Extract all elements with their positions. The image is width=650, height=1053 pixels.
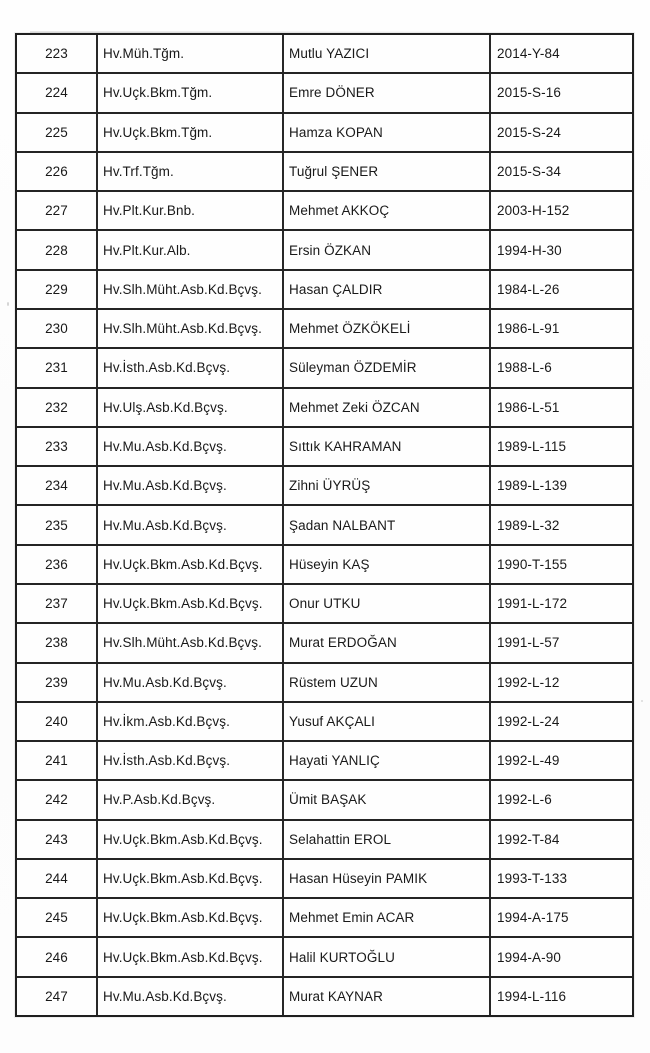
code-cell: 1992-L-24 — [497, 713, 560, 729]
rank-cell: Hv.Mu.Asb.Kd.Bçvş. — [98, 978, 284, 1015]
name-cell: Hüseyin KAŞ — [284, 546, 491, 583]
table-row — [17, 153, 632, 192]
scan-artifact — [7, 302, 9, 306]
rank-cell: Hv.Trf.Tğm. — [98, 153, 284, 190]
name-cell: Mehmet ÖZKÖKELİ — [284, 310, 491, 347]
rank-cell: Hv.İkm.Asb.Kd.Bçvş. — [98, 703, 284, 740]
code-cell: 1984-L-26 — [497, 281, 560, 297]
rank-cell: Hv.Mu.Asb.Kd.Bçvş. — [98, 428, 284, 465]
row-number-cell: 245 — [17, 899, 98, 936]
row-number-cell: 228 — [17, 231, 98, 268]
table-row — [17, 271, 632, 310]
code-cell: 1992-L-12 — [497, 674, 560, 690]
code-cell: 1992-L-6 — [497, 792, 552, 808]
row-number-cell: 232 — [17, 389, 98, 426]
rank-cell: Hv.Uçk.Bkm.Tğm. — [98, 74, 284, 111]
table-row — [17, 428, 632, 467]
table-row — [17, 860, 632, 899]
name-cell: Ersin ÖZKAN — [284, 231, 491, 268]
code-cell: 2015-S-24 — [497, 124, 561, 140]
table-row — [17, 781, 632, 820]
code-cell: 1992-L-49 — [497, 753, 560, 769]
row-number-cell: 224 — [17, 74, 98, 111]
name-cell: Rüstem UZUN — [284, 664, 491, 701]
code-cell: 1994-A-175 — [497, 910, 569, 926]
table-row — [17, 389, 632, 428]
row-number-cell: 247 — [17, 978, 98, 1015]
code-cell: 1992-T-84 — [497, 831, 560, 847]
code-cell: 1991-L-57 — [497, 635, 560, 651]
row-number-cell: 246 — [17, 938, 98, 975]
name-cell: Şadan NALBANT — [284, 506, 491, 543]
table-row — [17, 821, 632, 860]
table-row — [17, 664, 632, 703]
name-cell: Hasan Hüseyin PAMIK — [284, 860, 491, 897]
row-number-cell: 242 — [17, 781, 98, 818]
personnel-table — [15, 33, 634, 1017]
table-row — [17, 114, 632, 153]
name-cell: Sıttık KAHRAMAN — [284, 428, 491, 465]
code-cell: 2015-S-16 — [497, 85, 561, 101]
rank-cell: Hv.Uçk.Bkm.Asb.Kd.Bçvş. — [98, 899, 284, 936]
row-number-cell: 237 — [17, 585, 98, 622]
table-row — [17, 506, 632, 545]
rank-cell: Hv.Ulş.Asb.Kd.Bçvş. — [98, 389, 284, 426]
table-row — [17, 467, 632, 506]
table-row — [17, 938, 632, 977]
code-cell: 1986-L-51 — [497, 399, 560, 415]
rank-cell: Hv.Müh.Tğm. — [98, 35, 284, 72]
code-cell: 1989-L-32 — [497, 517, 560, 533]
rank-cell: Hv.Plt.Kur.Bnb. — [98, 192, 284, 229]
rank-cell: Hv.P.Asb.Kd.Bçvş. — [98, 781, 284, 818]
name-cell: Tuğrul ŞENER — [284, 153, 491, 190]
code-cell: 1990-T-155 — [497, 556, 568, 572]
code-cell: 1988-L-6 — [497, 360, 552, 376]
code-cell: 2014-Y-84 — [497, 46, 560, 62]
name-cell: Ümit BAŞAK — [284, 781, 491, 818]
rank-cell: Hv.Uçk.Bkm.Asb.Kd.Bçvş. — [98, 860, 284, 897]
rank-cell: Hv.Slh.Müht.Asb.Kd.Bçvş. — [98, 271, 284, 308]
rank-cell: Hv.Uçk.Bkm.Asb.Kd.Bçvş. — [98, 938, 284, 975]
name-cell: Murat ERDOĞAN — [284, 624, 491, 661]
row-number-cell: 233 — [17, 428, 98, 465]
table-row — [17, 742, 632, 781]
code-cell: 1991-L-172 — [497, 596, 568, 612]
name-cell: Süleyman ÖZDEMİR — [284, 349, 491, 386]
row-number-cell: 231 — [17, 349, 98, 386]
table-row — [17, 231, 632, 270]
code-cell: 2003-H-152 — [497, 203, 570, 219]
code-cell: 1989-L-139 — [497, 478, 568, 494]
name-cell: Hasan ÇALDIR — [284, 271, 491, 308]
name-cell: Selahattin EROL — [284, 821, 491, 858]
rank-cell: Hv.Mu.Asb.Kd.Bçvş. — [98, 467, 284, 504]
table-row — [17, 703, 632, 742]
name-cell: Onur UTKU — [284, 585, 491, 622]
row-number-cell: 235 — [17, 506, 98, 543]
code-cell: 1993-T-133 — [497, 871, 568, 887]
rank-cell: Hv.Uçk.Bkm.Asb.Kd.Bçvş. — [98, 546, 284, 583]
table-row — [17, 546, 632, 585]
scan-artifact — [641, 700, 643, 702]
code-cell: 1994-L-116 — [497, 988, 567, 1004]
name-cell: Hamza KOPAN — [284, 114, 491, 151]
name-cell: Mehmet Emin ACAR — [284, 899, 491, 936]
row-number-cell: 234 — [17, 467, 98, 504]
rank-cell: Hv.Plt.Kur.Alb. — [98, 231, 284, 268]
name-cell: Murat KAYNAR — [284, 978, 491, 1015]
code-cell: 1994-A-90 — [497, 949, 561, 965]
row-number-cell: 241 — [17, 742, 98, 779]
name-cell: Mehmet Zeki ÖZCAN — [284, 389, 491, 426]
row-number-cell: 230 — [17, 310, 98, 347]
name-cell: Halil KURTOĞLU — [284, 938, 491, 975]
row-number-cell: 239 — [17, 664, 98, 701]
code-cell: 2015-S-34 — [497, 163, 561, 179]
name-cell: Zihni ÜYRÜŞ — [284, 467, 491, 504]
rank-cell: Hv.Mu.Asb.Kd.Bçvş. — [98, 506, 284, 543]
name-cell: Mutlu YAZICI — [284, 35, 491, 72]
table-row — [17, 624, 632, 663]
row-number-cell: 240 — [17, 703, 98, 740]
row-number-cell: 229 — [17, 271, 98, 308]
table-row — [17, 585, 632, 624]
table-row — [17, 74, 632, 113]
code-cell: 1994-H-30 — [497, 242, 562, 258]
row-number-cell: 223 — [17, 35, 98, 72]
row-number-cell: 227 — [17, 192, 98, 229]
table-row — [17, 349, 632, 388]
row-number-cell: 243 — [17, 821, 98, 858]
name-cell: Hayati YANLIÇ — [284, 742, 491, 779]
rank-cell: Hv.İsth.Asb.Kd.Bçvş. — [98, 742, 284, 779]
row-number-cell: 226 — [17, 153, 98, 190]
table-row — [17, 978, 632, 1015]
table-row — [17, 899, 632, 938]
name-cell: Emre DÖNER — [284, 74, 491, 111]
code-cell: 1986-L-91 — [497, 321, 560, 337]
row-number-cell: 236 — [17, 546, 98, 583]
table-row — [17, 310, 632, 349]
name-cell: Yusuf AKÇALI — [284, 703, 491, 740]
rank-cell: Hv.Slh.Müht.Asb.Kd.Bçvş. — [98, 624, 284, 661]
row-number-cell: 225 — [17, 114, 98, 151]
table-row — [17, 192, 632, 231]
rank-cell: Hv.Uçk.Bkm.Tğm. — [98, 114, 284, 151]
rank-cell: Hv.Uçk.Bkm.Asb.Kd.Bçvş. — [98, 585, 284, 622]
table-row — [17, 35, 632, 74]
row-number-cell: 244 — [17, 860, 98, 897]
rank-cell: Hv.İsth.Asb.Kd.Bçvş. — [98, 349, 284, 386]
rank-cell: Hv.Uçk.Bkm.Asb.Kd.Bçvş. — [98, 821, 284, 858]
name-cell: Mehmet AKKOÇ — [284, 192, 491, 229]
rank-cell: Hv.Mu.Asb.Kd.Bçvş. — [98, 664, 284, 701]
rank-cell: Hv.Slh.Müht.Asb.Kd.Bçvş. — [98, 310, 284, 347]
code-cell: 1989-L-115 — [497, 438, 567, 454]
row-number-cell: 238 — [17, 624, 98, 661]
